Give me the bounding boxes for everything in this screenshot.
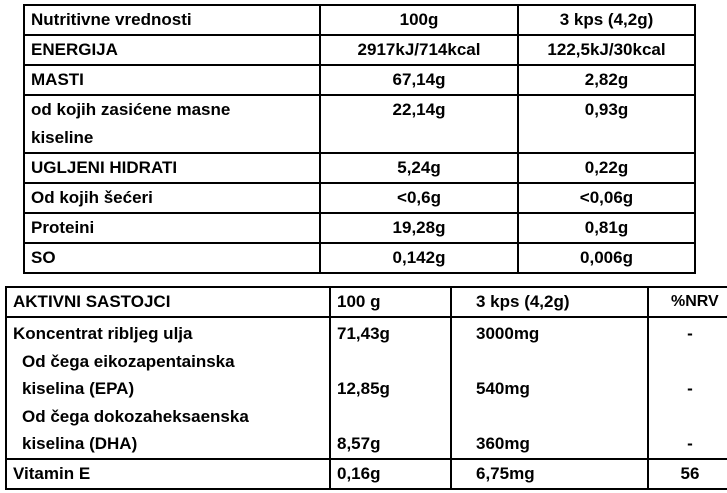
nutrition-row-carbs xyxy=(24,153,695,183)
vitamin-e-serving: 6,75mg xyxy=(451,459,648,489)
row-per100: 67,14g xyxy=(320,65,518,95)
nutrition-header-per100: 100g xyxy=(320,5,518,35)
row-serving: 122,5kJ/30kcal xyxy=(518,35,695,65)
fish-oil-label-cell xyxy=(6,317,330,459)
vitamin-e-per100: 0,16g xyxy=(330,459,451,489)
dha-label-line-2: kiselina (DHA) xyxy=(22,434,138,453)
fish-oil-nrv: - xyxy=(687,324,693,343)
dha-per100: 8,57g xyxy=(337,434,381,453)
row-label: ENERGIJA xyxy=(24,35,320,65)
active-header-serving: 3 kps (4,2g) xyxy=(451,287,648,317)
row-per100: 5,24g xyxy=(320,153,518,183)
row-label: od kojih zasićene masne kiseline xyxy=(24,95,320,153)
fish-oil-serving-cell xyxy=(451,317,648,459)
epa-label-line-2: kiselina (EPA) xyxy=(22,379,135,398)
epa-nrv: - xyxy=(687,379,693,398)
nutrition-row-sugars xyxy=(24,183,695,213)
dha-nrv: - xyxy=(687,434,693,453)
dha-serving: 360mg xyxy=(476,434,530,453)
fish-oil-label: Koncentrat ribljeg ulja xyxy=(13,324,193,343)
epa-per100: 12,85g xyxy=(337,379,390,398)
row-label: SO xyxy=(24,243,320,273)
epa-serving: 540mg xyxy=(476,379,530,398)
epa-label-line-1: Od čega eikozapentainska xyxy=(22,351,235,371)
nutrition-header-label: Nutritivne vrednosti xyxy=(24,5,320,35)
row-label: UGLJENI HIDRATI xyxy=(24,153,320,183)
row-serving: <0,06g xyxy=(518,183,695,213)
vitamin-e-nrv: 56 xyxy=(648,459,727,489)
row-per100: 2917kJ/714kcal xyxy=(320,35,518,65)
row-serving: 0,22g xyxy=(518,153,695,183)
active-row-fish-oil xyxy=(6,317,727,459)
row-per100: 0,142g xyxy=(320,243,518,273)
row-serving: 0,93g xyxy=(518,95,695,153)
nutrition-row-protein xyxy=(24,213,695,243)
fish-oil-serving: 3000mg xyxy=(476,324,540,343)
fish-oil-per100: 71,43g xyxy=(337,324,390,343)
fish-oil-per100-cell xyxy=(330,317,451,459)
nutrition-row-saturated xyxy=(24,95,695,153)
fish-oil-nrv-cell xyxy=(648,317,727,459)
nutrition-table xyxy=(23,4,696,274)
row-label: Proteini xyxy=(24,213,320,243)
active-header-label: AKTIVNI SASTOJCI xyxy=(6,287,330,317)
nutrition-header-serving: 3 kps (4,2g) xyxy=(518,5,695,35)
dha-label-line-1: Od čega dokozaheksaenska xyxy=(22,406,249,426)
row-label: MASTI xyxy=(24,65,320,95)
row-serving: 0,81g xyxy=(518,213,695,243)
active-row-vitamin-e xyxy=(6,459,727,489)
row-per100: 22,14g xyxy=(320,95,518,153)
row-serving: 0,006g xyxy=(518,243,695,273)
row-per100: <0,6g xyxy=(320,183,518,213)
row-per100: 19,28g xyxy=(320,213,518,243)
active-ingredients-table xyxy=(5,286,727,490)
active-header-row xyxy=(6,287,727,317)
nutrition-header-row xyxy=(24,5,695,35)
nutrition-row-fat xyxy=(24,65,695,95)
vitamin-e-label: Vitamin E xyxy=(6,459,330,489)
nutrition-row-salt xyxy=(24,243,695,273)
active-header-per100: 100 g xyxy=(330,287,451,317)
row-label: Od kojih šećeri xyxy=(24,183,320,213)
row-serving: 2,82g xyxy=(518,65,695,95)
active-header-nrv: %NRV xyxy=(648,287,727,317)
nutrition-row-energy xyxy=(24,35,695,65)
